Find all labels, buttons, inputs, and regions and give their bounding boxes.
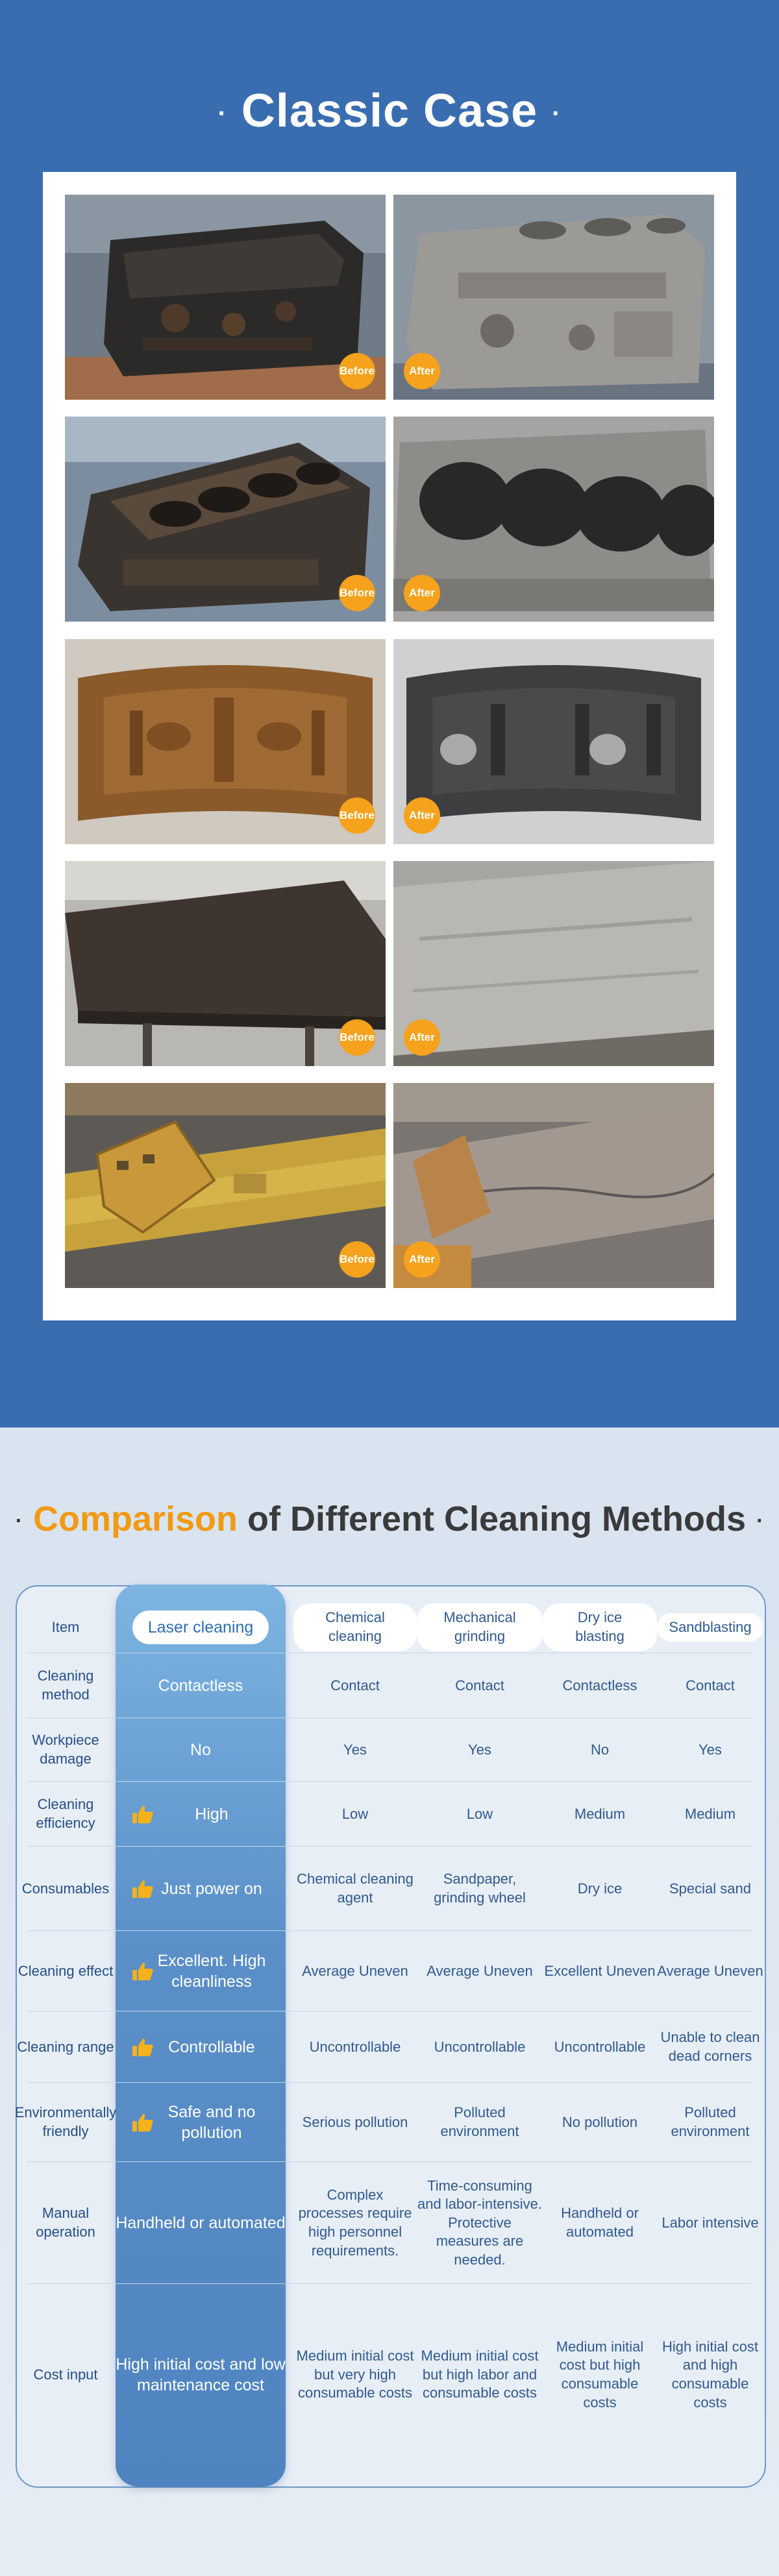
after-badge: After xyxy=(404,1019,440,1056)
table-row: Cleaning method Contactless Contact Contact Contactless Contact xyxy=(16,1653,763,1718)
thumbs-up-icon xyxy=(131,1804,155,1825)
before-badge: Before xyxy=(339,575,375,611)
comparison-section xyxy=(0,1428,779,2576)
engine-block-after-photo xyxy=(393,195,714,400)
thumbs-up-icon xyxy=(131,1878,155,1899)
header-item: Item xyxy=(51,1618,80,1635)
table-row: Cost input High initial cost and low maintenance cost Medium initial cost but very high consumable costs Medium initial cost but high labor and consumable costs Medium initial cost but high consumable costs High initial cost and high consumable costs xyxy=(33,2338,758,2411)
after-badge: After xyxy=(404,1241,440,1278)
cylinder-block-before-photo xyxy=(65,417,386,622)
table-row: Workpiece damage No Yes Yes No Yes xyxy=(16,1718,763,1782)
table-row: Environmentally friendly Safe and no pollution Serious pollution Polluted environment No pollution Polluted environment xyxy=(16,2083,763,2162)
before-badge: Before xyxy=(339,797,375,834)
cylinder-block-after-photo xyxy=(393,417,714,622)
table-row: Cleaning efficiency High Low Low Medium Medium xyxy=(16,1782,763,1847)
table-row: Manual operation Handheld or automated Complex processes require high personnel requirements. Time-consuming and labor-intensive. Protective measures are needed. Handheld or automated Labor intensive xyxy=(16,2162,763,2284)
steel-sheet-before-photo xyxy=(65,861,386,1066)
painted-beam-after-photo xyxy=(393,1083,714,1288)
table-row: Cleaning effect Excellent. High cleanliness Average Uneven Average Uneven Excellent Uneven Average Uneven xyxy=(16,1931,763,2011)
painted-beam-before-photo xyxy=(65,1083,386,1288)
header-sandblasting: Sandblasting xyxy=(657,1613,763,1642)
table-row: Cleaning range Controllable Uncontrollable Uncontrollable Uncontrollable Unable to clean dead corners xyxy=(16,2011,763,2083)
before-badge: Before xyxy=(339,353,375,389)
curved-plate-after-photo xyxy=(393,639,714,844)
before-badge: Before xyxy=(339,1019,375,1056)
before-badge: Before xyxy=(339,1241,375,1278)
classic-case-title: · Classic Case · xyxy=(217,85,562,137)
engine-block-before-photo xyxy=(65,195,386,400)
thumbs-up-icon xyxy=(131,2037,155,2058)
thumbs-up-icon xyxy=(131,2112,155,2133)
steel-sheet-after-photo xyxy=(393,861,714,1066)
before-after-gallery xyxy=(43,172,736,1320)
after-badge: After xyxy=(404,575,440,611)
header-chemical-cleaning: Chemical cleaning xyxy=(293,1603,417,1651)
header-mechanical-grinding: Mechanical grinding xyxy=(417,1603,543,1651)
header-laser-cleaning: Laser cleaning xyxy=(132,1610,269,1645)
table-header-row xyxy=(16,1601,763,1653)
curved-plate-before-photo xyxy=(65,639,386,844)
table-row: Consumables Just power on Chemical cleaning agent Sandpaper, grinding wheel Dry ice Special sand xyxy=(16,1847,763,1931)
after-badge: After xyxy=(404,353,440,389)
thumbs-up-icon xyxy=(131,1961,155,1982)
after-badge: After xyxy=(404,797,440,834)
header-dry-ice-blasting: Dry ice blasting xyxy=(543,1603,657,1651)
comparison-title: · Comparison of Different Cleaning Methods · xyxy=(15,1500,764,1538)
